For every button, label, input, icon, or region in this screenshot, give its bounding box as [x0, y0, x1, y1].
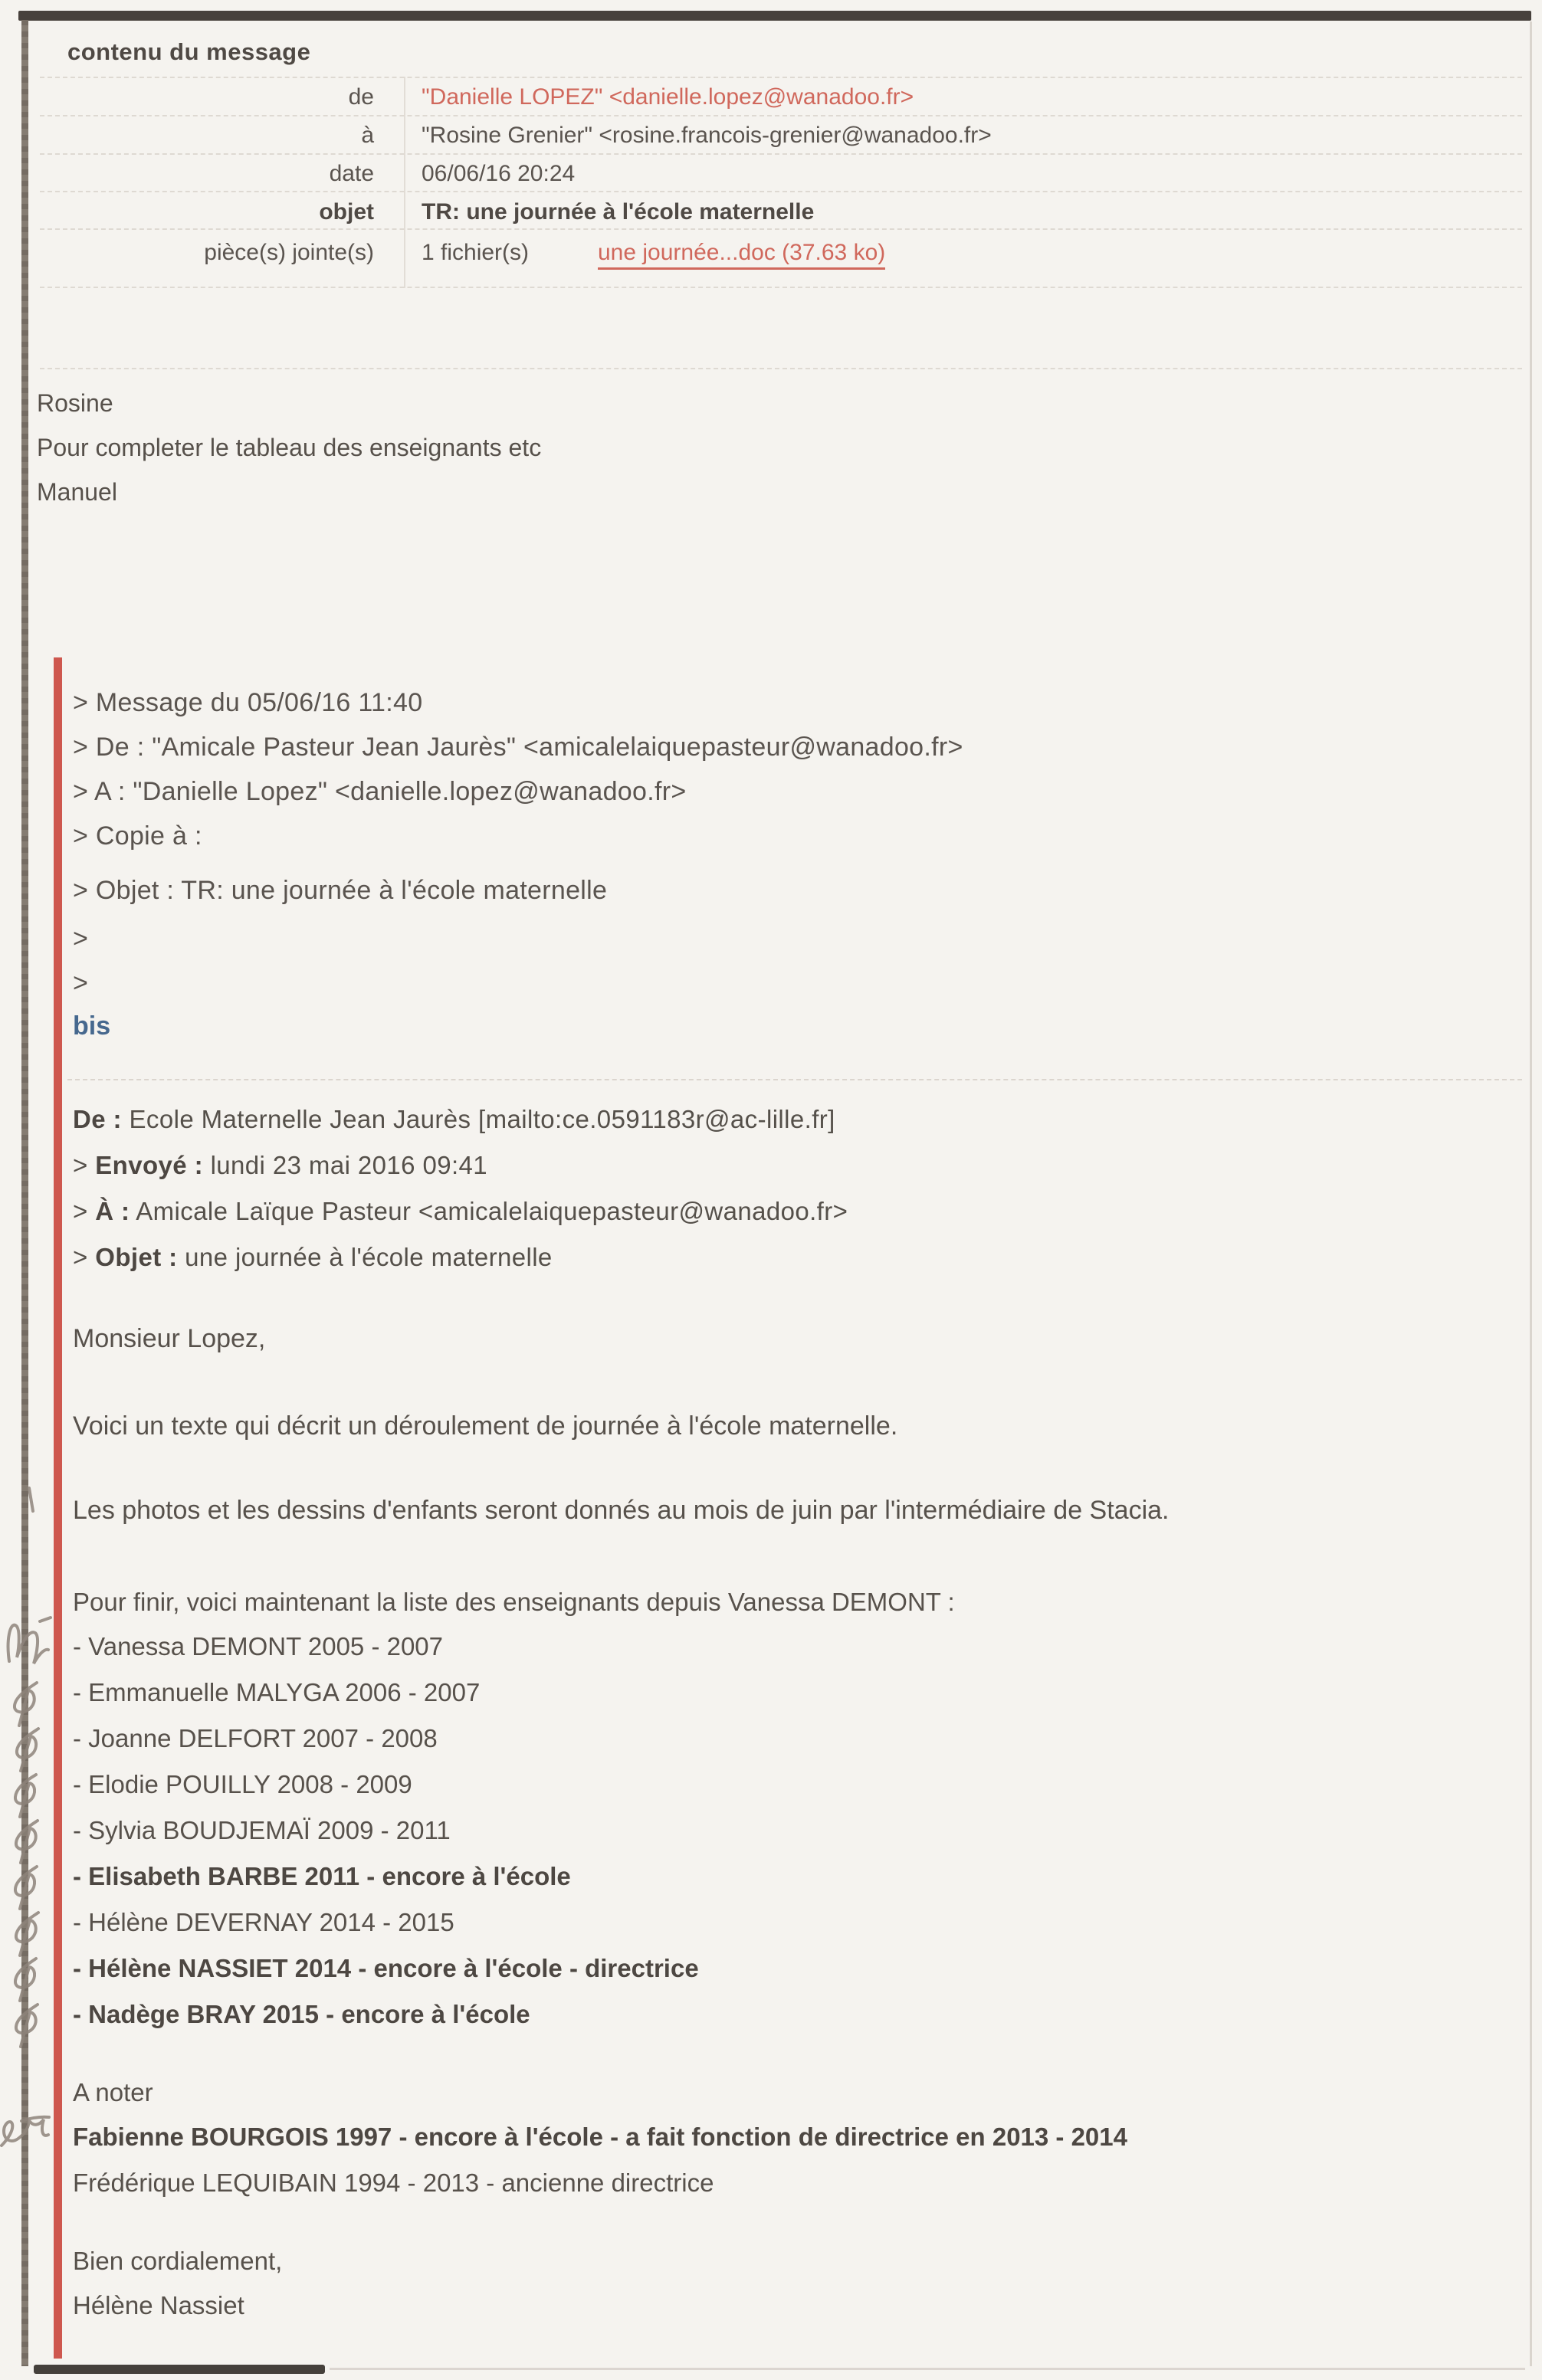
scan-right-edge-line: [1530, 21, 1532, 2366]
forward-from-label: De :: [73, 1105, 122, 1133]
quoted-line: >: [73, 969, 89, 998]
quote-prefix: >: [73, 1197, 96, 1225]
quoted-line: > Message du 05/06/16 11:40: [73, 688, 423, 717]
teacher-list-item: - Hélène DEVERNAY 2014 - 2015: [73, 1908, 454, 1936]
forward-sent-value: lundi 23 mai 2016 09:41: [203, 1151, 488, 1179]
forward-to-label: À :: [95, 1197, 130, 1225]
page-title: contenu du message: [67, 38, 311, 65]
quote-prefix: >: [73, 1151, 96, 1179]
intro-line: Manuel: [37, 478, 117, 506]
teacher-list-item: - Joanne DELFORT 2007 - 2008: [73, 1724, 438, 1752]
scan-top-border: [18, 11, 1531, 21]
pencil-mark: [8, 1618, 51, 1664]
divider: [40, 368, 1522, 369]
divider: [40, 115, 1522, 116]
quoted-line: > Objet : TR: une journée à l'école maternelle: [73, 876, 608, 905]
header-column-divider: [404, 77, 405, 288]
pencil-tick: [29, 1488, 33, 1511]
forward-sent-label: Envoyé :: [95, 1151, 203, 1179]
forward-to-line: [73, 1197, 848, 1226]
date-label: date: [329, 161, 374, 186]
forward-to-value: Amicale Laïque Pasteur <amicalelaiquepasteur@wanadoo.fr>: [130, 1197, 848, 1225]
quoted-line: >: [73, 924, 89, 953]
quoted-line: > A : "Danielle Lopez" <danielle.lopez@wanadoo.fr>: [73, 777, 687, 806]
quoted-line: > Copie à :: [73, 821, 202, 851]
forward-from-value: Ecole Maternelle Jean Jaurès [mailto:ce.0591183r@ac-lille.fr]: [121, 1105, 835, 1133]
date-value: 06/06/16 20:24: [422, 161, 576, 186]
teacher-list-item: - Emmanuelle MALYGA 2006 - 2007: [73, 1678, 481, 1706]
divider: [40, 77, 1522, 78]
paragraph: Voici un texte qui décrit un déroulement de journée à l'école maternelle.: [73, 1411, 898, 1441]
from-label: de: [348, 84, 374, 110]
closing: Bien cordialement,: [73, 2247, 283, 2275]
note-line: Frédérique LEQUIBAIN 1994 - 2013 - ancienne directrice: [73, 2169, 714, 2197]
subject-value: TR: une journée à l'école maternelle: [422, 199, 815, 225]
forward-subject-value: une journée à l'école maternelle: [177, 1243, 553, 1271]
teacher-list-item: - Sylvia BOUDJEMAÏ 2009 - 2011: [73, 1816, 451, 1844]
teacher-list-intro: Pour finir, voici maintenant la liste des enseignants depuis Vanessa DEMONT :: [73, 1588, 955, 1616]
teacher-list-item: - Elodie POUILLY 2008 - 2009: [73, 1770, 412, 1798]
attachments-count: 1 fichier(s): [422, 240, 530, 265]
teacher-list-item: - Vanessa DEMONT 2005 - 2007: [73, 1632, 444, 1660]
quote-bar: [54, 657, 62, 2359]
bis-note: bis: [73, 1011, 111, 1041]
teacher-list-item: - Hélène NASSIET 2014 - encore à l'école - directrice: [73, 1954, 699, 1982]
quoted-line: > De : "Amicale Pasteur Jean Jaurès" <amicalelaiquepasteur@wanadoo.fr>: [73, 733, 963, 762]
scan-bottom-line: [330, 2368, 1525, 2370]
forward-sent-line: [73, 1151, 487, 1180]
subject-label: objet: [319, 199, 374, 225]
quote-prefix: >: [73, 1243, 96, 1271]
signature: Hélène Nassiet: [73, 2291, 244, 2319]
divider: [67, 1079, 1522, 1080]
forward-from-line: [73, 1105, 835, 1134]
intro-line: Pour completer le tableau des enseignants etc: [37, 434, 542, 461]
teacher-list-item: - Elisabeth BARBE 2011 - encore à l'école: [73, 1862, 571, 1890]
divider: [40, 228, 1522, 230]
to-label: à: [361, 123, 374, 148]
teacher-list-item: - Nadège BRAY 2015 - encore à l'école: [73, 2000, 530, 2028]
forward-subject-label: Objet :: [95, 1243, 178, 1271]
intro-line: Rosine: [37, 389, 113, 417]
divider: [40, 287, 1522, 288]
divider: [40, 191, 1522, 192]
attachments-label: pièce(s) jointe(s): [204, 240, 374, 265]
from-value: "Danielle LOPEZ" <danielle.lopez@wanadoo.fr>: [422, 84, 914, 110]
scan-left-edge-line: [21, 20, 28, 2366]
salutation: Monsieur Lopez,: [73, 1324, 266, 1353]
note-label: A noter: [73, 2078, 153, 2106]
paragraph: Les photos et les dessins d'enfants seront donnés au mois de juin par l'intermédiaire de Stacia.: [73, 1496, 1170, 1525]
note-line: Fabienne BOURGOIS 1997 - encore à l'école - a fait fonction de directrice en 2013 - 2014: [73, 2123, 1127, 2151]
forward-subject-line: [73, 1243, 553, 1272]
divider: [40, 153, 1522, 155]
to-value: "Rosine Grenier" <rosine.francois-grenier@wanadoo.fr>: [422, 123, 992, 148]
attachment-link[interactable]: une journée...doc (37.63 ko): [598, 240, 885, 270]
scan-bottom-streak: [34, 2365, 325, 2374]
